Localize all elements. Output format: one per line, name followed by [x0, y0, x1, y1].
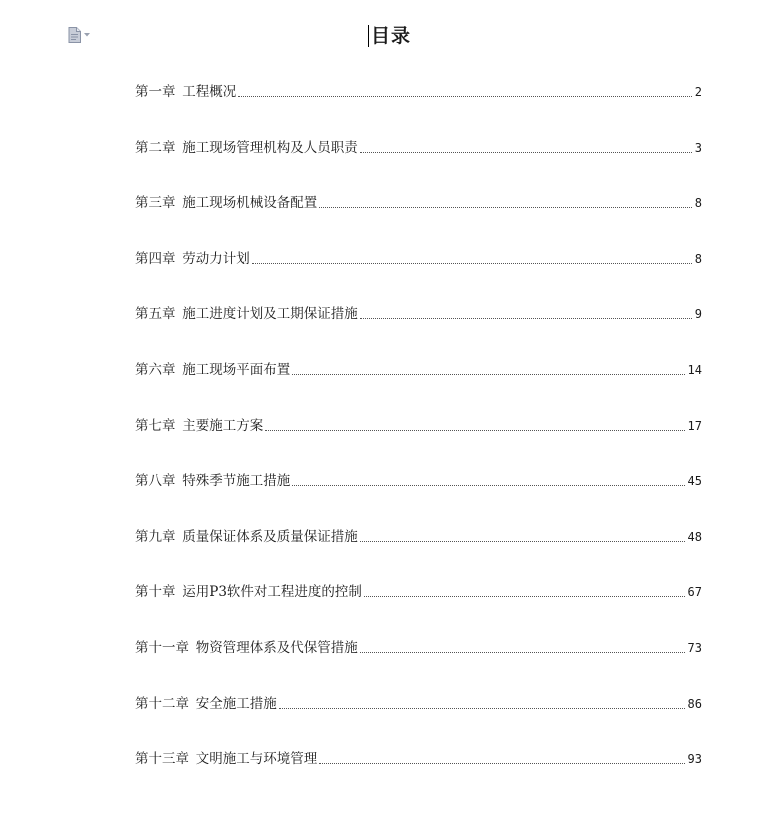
toc-page-number: 14 — [687, 362, 702, 377]
toc-chapter-title: 劳动力计划 — [182, 250, 250, 267]
toc-chapter-title: 施工进度计划及工期保证措施 — [182, 306, 358, 323]
toc-chapter-number: 第一章 — [135, 84, 176, 100]
toc-entry-label — [135, 136, 358, 160]
toc-dot-leader — [292, 485, 684, 486]
toc-chapter-title: 主要施工方案 — [182, 417, 264, 434]
toc-dot-leader — [319, 763, 684, 764]
toc-chapter-title: 安全施工措施 — [195, 695, 277, 712]
toc-entry[interactable] — [135, 580, 702, 636]
title-container — [0, 22, 779, 50]
toc-dot-leader — [360, 652, 685, 653]
toc-page-number: 8 — [694, 196, 702, 211]
toc-entry-label — [135, 191, 317, 215]
toc-chapter-title: 施工现场管理机构及人员职责 — [182, 139, 358, 156]
toc-entry[interactable] — [135, 247, 702, 303]
toc-chapter-title: 运用P3软件对工程进度的控制 — [182, 584, 362, 601]
toc-entry-label — [135, 469, 290, 493]
toc-entry-label — [135, 358, 290, 382]
toc-chapter-title: 文明施工与环境管理 — [195, 751, 318, 768]
toc-chapter-title: 质量保证体系及质量保证措施 — [182, 528, 358, 545]
toc-entry[interactable] — [135, 358, 702, 414]
toc-page-number: 8 — [694, 251, 702, 266]
toc-entry-label — [135, 414, 263, 438]
toc-entry[interactable] — [135, 525, 702, 581]
toc-dot-leader — [238, 96, 692, 97]
toc-entry-label — [135, 302, 358, 326]
toc-chapter-title: 施工现场平面布置 — [182, 361, 291, 378]
toc-chapter-number: 第二章 — [135, 139, 176, 156]
toc-dot-leader — [292, 374, 684, 375]
toc-page-number: 86 — [687, 696, 702, 711]
toc-entry[interactable] — [135, 469, 702, 525]
toc-page-number: 17 — [687, 418, 702, 433]
toc-entry[interactable] — [135, 302, 702, 358]
toc-chapter-number: 第十三章 — [135, 751, 189, 768]
toc-page-number: 3 — [694, 140, 702, 155]
toc-page-number: 48 — [687, 529, 702, 544]
toc-chapter-number: 第九章 — [135, 528, 176, 545]
page-title[interactable] — [368, 22, 411, 50]
toc-entry[interactable] — [135, 636, 702, 692]
toc-chapter-title: 工程概况 — [182, 84, 237, 100]
toc-entry[interactable] — [135, 692, 702, 748]
toc-entry-label — [135, 692, 277, 716]
toc-dot-leader — [319, 207, 692, 208]
toc-entry-label — [135, 525, 358, 549]
toc-entry[interactable] — [135, 191, 702, 247]
toc-dot-leader — [360, 318, 692, 319]
toc-entry[interactable] — [135, 80, 702, 136]
toc-dot-leader — [360, 152, 692, 153]
toc-chapter-title: 特殊季节施工措施 — [182, 473, 291, 490]
toc-chapter-number: 第八章 — [135, 473, 176, 490]
toc-page-number: 73 — [687, 640, 702, 655]
toc-chapter-number: 第十二章 — [135, 695, 189, 712]
toc-chapter-number: 第十一章 — [135, 639, 189, 656]
table-of-contents — [135, 80, 702, 803]
toc-page-number: 45 — [687, 474, 702, 489]
toc-dot-leader — [265, 430, 684, 431]
toc-entry-label — [135, 247, 250, 271]
toc-dot-leader — [360, 541, 685, 542]
toc-page-number: 93 — [687, 752, 702, 767]
toc-page-number: 67 — [687, 585, 702, 600]
toc-chapter-number: 第六章 — [135, 361, 176, 378]
toc-entry-label — [135, 747, 317, 771]
toc-chapter-number: 第七章 — [135, 417, 176, 434]
toc-entry-label — [135, 80, 236, 104]
toc-dot-leader — [279, 708, 685, 709]
toc-chapter-title: 施工现场机械设备配置 — [182, 195, 318, 212]
toc-chapter-number: 第十章 — [135, 584, 176, 601]
toc-entry-label — [135, 636, 358, 660]
toc-page-number: 9 — [694, 307, 702, 322]
toc-entry[interactable] — [135, 414, 702, 470]
toc-entry[interactable] — [135, 747, 702, 803]
toc-dot-leader — [364, 596, 685, 597]
page-title-text: 目录 — [370, 25, 411, 47]
toc-dot-leader — [252, 263, 692, 264]
text-cursor — [368, 25, 369, 47]
toc-chapter-title: 物资管理体系及代保管措施 — [195, 639, 358, 656]
toc-chapter-number: 第四章 — [135, 250, 176, 267]
toc-chapter-number: 第五章 — [135, 306, 176, 323]
toc-entry[interactable] — [135, 136, 702, 192]
toc-chapter-number: 第三章 — [135, 195, 176, 212]
toc-entry-label — [135, 580, 362, 604]
toc-page-number: 2 — [694, 85, 702, 99]
